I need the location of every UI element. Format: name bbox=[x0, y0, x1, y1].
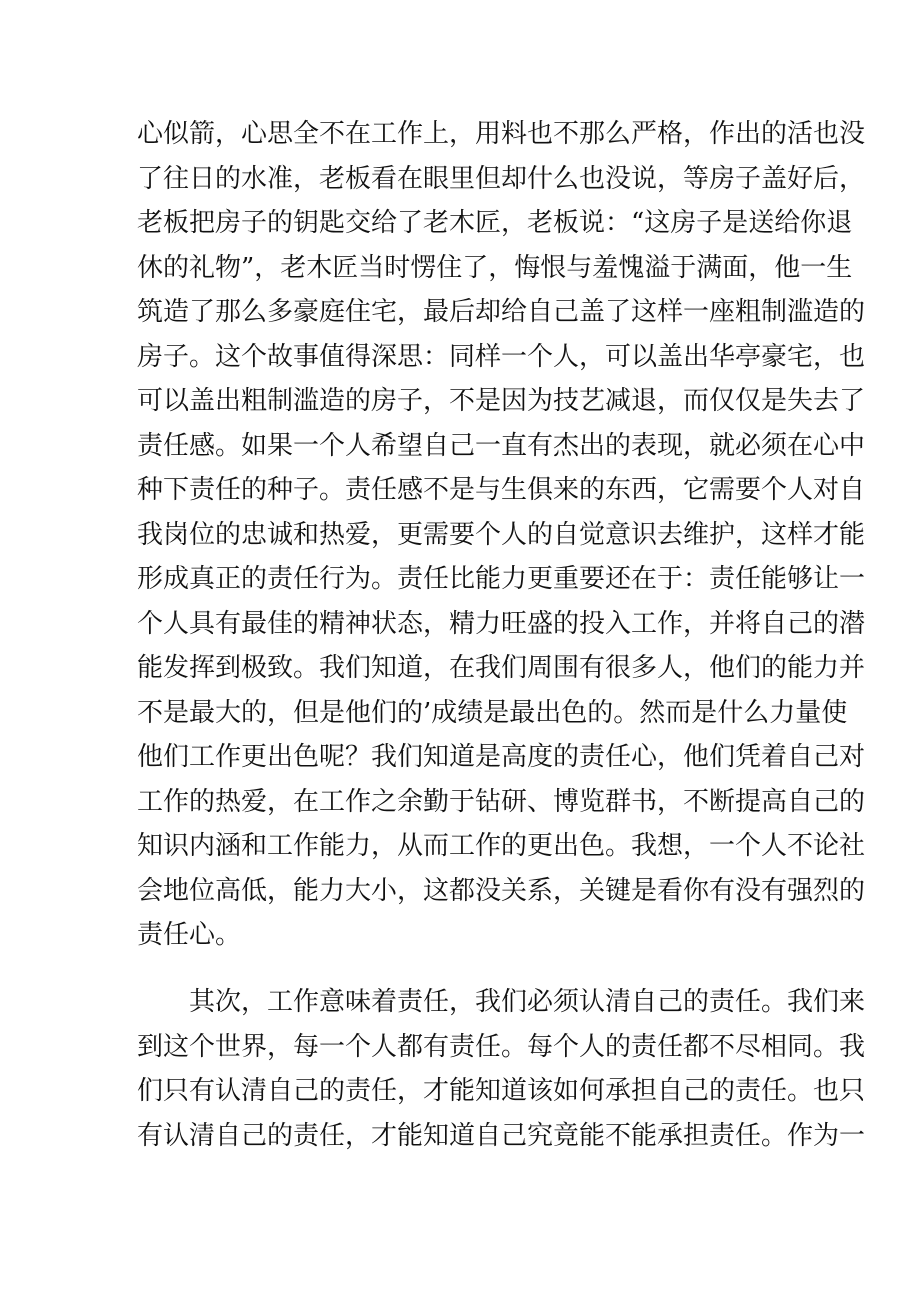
text-line: 筑造了那么多豪庭住宅，最后却给自己盖了这样一座粗制滥造的 bbox=[137, 297, 866, 327]
text-line: 我岗位的忠诚和热爱，更需要个人的自觉意识去维护，这样才能 bbox=[137, 519, 866, 550]
text-line: 工作的热爱，在工作之余勤于钻研、博览群书，不断提高自己的 bbox=[137, 786, 866, 817]
text-line: 责任感。如果一个人希望自己一直有杰出的表现，就必须在心中 bbox=[137, 430, 866, 461]
text-line: 房子。这个故事值得深思：同样一个人，可以盖出华亭豪宅，也 bbox=[137, 341, 866, 372]
paragraph-1 bbox=[137, 112, 866, 958]
text-line: 会地位高低，能力大小，这都没关系，关键是看你有没有强烈的 bbox=[137, 875, 866, 906]
text-line: 们只有认清自己的责任，才能知道该如何承担自己的责任。也只 bbox=[137, 1076, 866, 1106]
text-line: 到这个世界，每一个人都有责任。每个人的责任都不尽相同。我 bbox=[137, 1031, 866, 1062]
text-line: 他们工作更出色呢？我们知道是高度的责任心，他们凭着自己对 bbox=[137, 742, 866, 772]
text-line: 个人具有最佳的精神状态，精力旺盛的投入工作，并将自己的潜 bbox=[137, 608, 866, 639]
text-line: 其次，工作意味着责任，我们必须认清自己的责任。我们来 bbox=[137, 987, 866, 1017]
text-line: 老板把房子的钥匙交给了老木匠，老板说：“这房子是送给你退 bbox=[137, 208, 853, 238]
text-line: 形成真正的责任行为。责任比能力更重要还在于：责任能够让一 bbox=[137, 564, 866, 594]
text-line: 休的礼物”，老木匠当时愣住了，悔恨与羞愧溢于满面，他一生 bbox=[137, 252, 853, 283]
text-line: 种下责任的种子。责任感不是与生俱来的东西，它需要个人对自 bbox=[137, 475, 866, 505]
text-line: 能发挥到极致。我们知道，在我们周围有很多人，他们的能力并 bbox=[137, 653, 866, 683]
text-line: 知识内涵和工作能力，从而工作的更出色。我想，一个人不论社 bbox=[137, 831, 866, 861]
text-line: 不是最大的，但是他们的’成绩是最出色的。然而是什么力量使 bbox=[137, 697, 848, 728]
text-line: 可以盖出粗制滥造的房子，不是因为技艺减退，而仅仅是失去了 bbox=[137, 386, 866, 416]
text-line: 责任心。 bbox=[137, 920, 242, 950]
text-line: 了往日的水准，老板看在眼里但却什么也没说，等房子盖好后， bbox=[137, 163, 866, 194]
text-line: 有认清自己的责任，才能知道自己究竟能不能承担责任。作为一 bbox=[137, 1120, 866, 1151]
text-line: 心似箭，心思全不在工作上，用料也不那么严格，作出的活也没 bbox=[137, 119, 866, 149]
paragraph-2 bbox=[137, 980, 866, 1158]
